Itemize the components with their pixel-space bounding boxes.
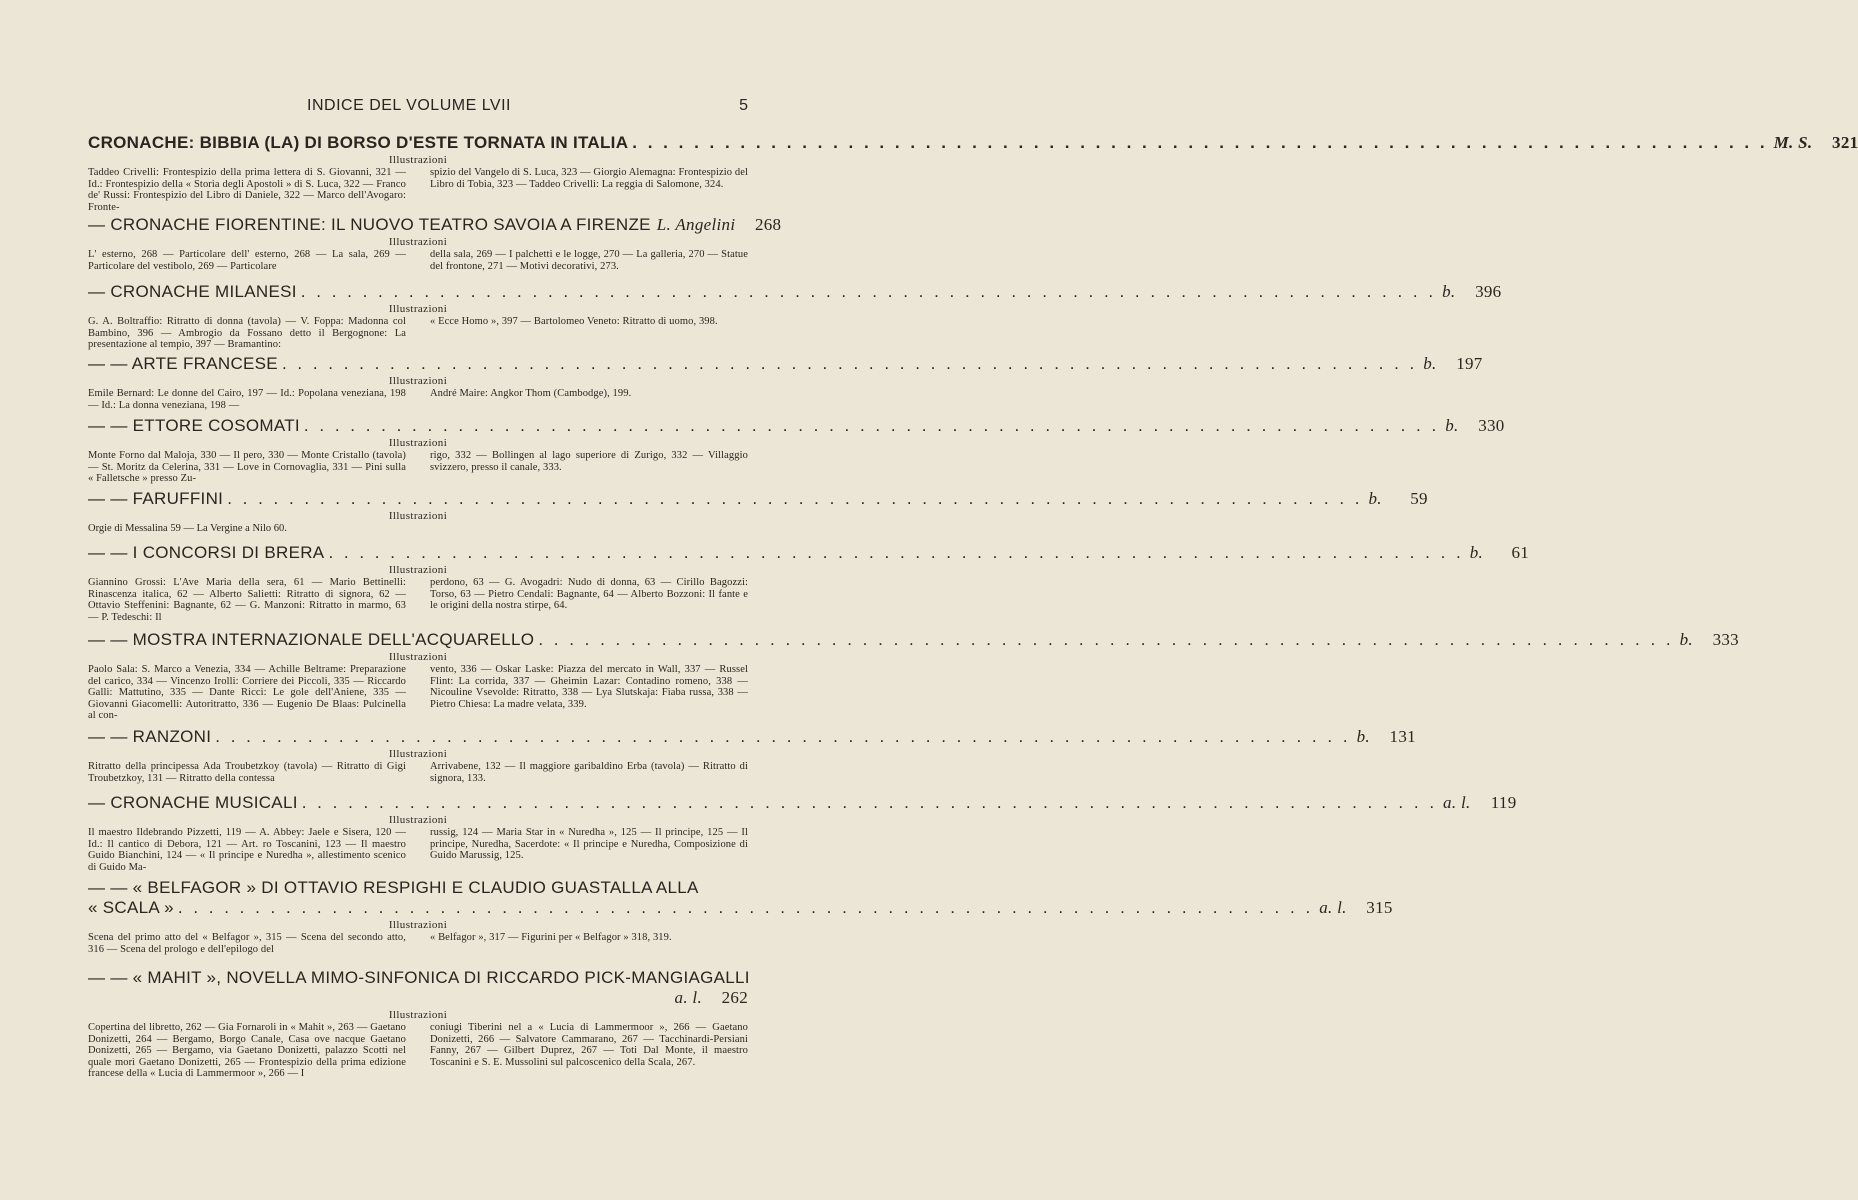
leader-dots — [223, 489, 1362, 509]
entry-page: 262 — [721, 988, 748, 1007]
illustrations-label: Illustrazioni — [388, 1009, 448, 1021]
entry-author: b. — [1445, 416, 1459, 435]
entry-heading — [88, 416, 1505, 436]
illustrations-columns — [88, 450, 748, 485]
entry-page: 330 — [1478, 416, 1505, 435]
illustrations-columns — [88, 388, 748, 411]
entry-title-continued: « SCALA » — [88, 898, 174, 917]
illustrations-left: Monte Forno dal Maloja, 330 — Il pero, 330 — Monte Cristallo (tavola) — St. Moritz da Celerina, 331 — Love in Cornovaglia, 331 — Pini sulla « Falletsche » presso Zu- — [88, 450, 406, 484]
illustrations-columns — [88, 761, 748, 784]
illustrations-label: Illustrazioni — [388, 564, 448, 576]
leader-dots — [324, 543, 1463, 563]
index-entry — [88, 878, 1393, 955]
illustrations-left: Ritratto della principessa Ada Troubetzkoy (tavola) — Ritratto di Gigi Troubetzkoy, 131 — Ritratto della contessa — [88, 761, 406, 784]
index-entry — [88, 416, 1505, 485]
entry-heading — [88, 133, 1858, 153]
illustrations-columns — [88, 664, 748, 722]
entry-page: 268 — [754, 215, 782, 234]
illustrations-right: « Belfagor », 317 — Figurini per « Belfagor » 318, 319. — [430, 932, 672, 943]
illustrations-columns — [88, 249, 748, 272]
index-entry — [88, 354, 1483, 411]
illustrations-right: russig, 124 — Maria Star in « Nuredha », 125 — Il principe, 125 — Il principe, Nuredha, Sacerdote: « Il principe e Nuredha, Composizione di Guido Marussig, 125. — [430, 827, 748, 861]
entry-title: — — RANZONI — [88, 727, 212, 746]
illustrations-label: Illustrazioni — [388, 154, 448, 166]
entry-heading — [88, 543, 1530, 563]
illustrations-right: perdono, 63 — G. Avogadri: Nudo di donna, 63 — Cirillo Bagozzi: Torso, 63 — Pietro Cendali: Bagnante, 64 — Alberto Bozzoni: Il fante e le origini della nostra stirpe, 64. — [430, 577, 748, 611]
illustrations-label: Illustrazioni — [388, 236, 448, 248]
entry-heading — [88, 354, 1483, 374]
index-entry — [88, 793, 1517, 873]
entry-page: 321 — [1832, 133, 1858, 152]
entry-page: 119 — [1490, 793, 1517, 812]
page-header — [0, 95, 818, 121]
entry-author: b. — [1423, 354, 1437, 373]
entry-title: — CRONACHE MILANESI — [88, 282, 297, 301]
entry-title: — — MOSTRA INTERNAZIONALE DELL'ACQUARELLO — [88, 630, 535, 649]
illustrations-label: Illustrazioni — [388, 375, 448, 387]
illustrations-left: G. A. Boltraffio: Ritratto di donna (tavola) — V. Foppa: Madonna col Bambino, 396 — Ambrogio da Fossano detto il Bergognone: La presentazione al tempio, 397 — Bramantino: — [88, 316, 406, 350]
illustrations-left: Giannino Grossi: L'Ave Maria della sera, 61 — Mario Bettinelli: Rinascenza italica, 62 — Alberto Salietti: Ritratto di signora, 62 — Ottavio Steffenini: Bagnante, 62 — G. Manzoni: Ritratto in marmo, 63 — P. Tedeschi: Il — [88, 577, 406, 623]
index-entry — [88, 282, 1502, 351]
illustrations-left: Scena del primo atto del « Belfagor », 315 — Scena del secondo atto, 316 — Scena del prologo e dell'epilogo del — [88, 932, 406, 955]
entry-author: a. l. — [1443, 793, 1471, 812]
entry-author: a. l. — [1319, 898, 1347, 917]
illustrations-right: « Ecce Homo », 397 — Bartolomeo Veneto: Ritratto di uomo, 398. — [430, 316, 718, 327]
entry-title: — — I CONCORSI DI BRERA — [88, 543, 325, 562]
leader-dots — [174, 898, 1313, 918]
illustrations-label: Illustrazioni — [388, 748, 448, 760]
index-entry — [88, 727, 1416, 784]
entry-heading — [88, 630, 1739, 650]
entry-heading — [88, 727, 1416, 747]
entry-page: 131 — [1389, 727, 1416, 746]
entry-heading — [88, 489, 1428, 509]
illustrations-label: Illustrazioni — [388, 651, 448, 663]
index-entry — [88, 489, 1428, 535]
entry-title: — — ARTE FRANCESE — [88, 354, 278, 373]
illustrations-right: vento, 336 — Oskar Laske: Piazza del mercato in Wall, 337 — Russel Flint: La corrida, 337 — Gheimin Lazar: Contadino romeno, 338 — Nicouline Vsevolde: Ritratto, 338 — Lya Slutskaja: Fiaba russa, 338 — Pietro Chiesa: La madre velata, 339. — [430, 664, 748, 710]
entry-heading — [88, 793, 1517, 813]
leader-dots — [298, 793, 1437, 813]
illustrations-right: coniugi Tiberini nel a « Lucia di Lammermoor », 266 — Gaetano Donizetti, 266 — Salvatore Cammarano, 267 — Tacchinardi-Persiani Fanny, 267 — Gilbert Duprez, 267 — Toti Dal Monte, il maestro Toscanini e S. E. Mussolini sul palcoscenico della Scala, 267. — [430, 1022, 748, 1068]
illustrations-right: della sala, 269 — I palchetti e le logge, 270 — La galleria, 270 — Statue del frontone, 271 — Motivi decorativi, 273. — [430, 249, 748, 272]
entry-author: L. Angelini — [656, 215, 736, 234]
leader-dots — [628, 133, 1767, 153]
entry-title: — CRONACHE MUSICALI — [88, 793, 298, 812]
illustrations-right: spizio del Vangelo di S. Luca, 323 — Giorgio Alemagna: Frontespizio del Libro di Tobia, 323 — Taddeo Crivelli: La reggia di Salomone, 324. — [430, 167, 748, 190]
entry-author: b. — [1469, 543, 1484, 562]
entry-heading — [88, 898, 1393, 918]
entry-title: — — ETTORE COSOMATI — [88, 416, 300, 435]
entry-heading — [88, 988, 748, 1008]
illustrations-right: André Maire: Angkor Thom (Cambodge), 199. — [430, 388, 632, 399]
illustrations-right: Arrivabene, 132 — Il maggiore garibaldino Erba (tavola) — Ritratto di signora, 133. — [430, 761, 748, 784]
illustrations-label: Illustrazioni — [388, 814, 448, 826]
illustrations-left: Taddeo Crivelli: Frontespizio della prima lettera di S. Giovanni, 321 — Id.: Frontespizio della « Storia degli Apostoli » di S. Luca, 322 — Franco de' Russi: Frontespizio del Libro di Daniele, 322 — Marco dell'Avogaro: Fronte- — [88, 167, 406, 213]
illustrations-left: Copertina del libretto, 262 — Gia Fornaroli in « Mahit », 263 — Gaetano Donizetti, 264 — Bergamo, Borgo Canale, Casa ove nacque Gaetano Donizetti, 265 — Bergamo, via Gaetano Donizetti, palazzo Scotti nel quale morì Gaetano Donizetti, 265 — Frontespizio della prima edizione francese della « Lucia di Lammermoor », 266 — I — [88, 1022, 406, 1079]
entry-author: b. — [1356, 727, 1370, 746]
leader-dots — [211, 727, 1350, 747]
entry-page: 197 — [1456, 354, 1483, 373]
entry-title: CRONACHE: BIBBIA (LA) DI BORSO D'ESTE TORNATA IN ITALIA — [88, 133, 629, 152]
entry-page: 315 — [1366, 898, 1393, 917]
illustrations-columns — [88, 167, 748, 213]
illustrations-label: Illustrazioni — [388, 437, 448, 449]
page-title: INDICE DEL VOLUME LVII — [307, 97, 511, 114]
index-entry — [88, 543, 1530, 623]
entry-author: M. S. — [1773, 133, 1813, 152]
leader-dots — [534, 630, 1673, 650]
entry-page: 59 — [1410, 489, 1428, 508]
entry-author: b. — [1679, 630, 1693, 649]
illustrations-columns — [88, 827, 748, 873]
entry-author: b. — [1442, 282, 1456, 301]
entry-title: — CRONACHE FIORENTINE: IL NUOVO TEATRO SAVOIA A FIRENZE — [88, 215, 651, 234]
page-number: 5 — [739, 97, 748, 114]
entry-author: b. — [1368, 489, 1382, 508]
index-entry — [88, 968, 748, 1080]
leader-dots — [300, 416, 1439, 436]
entry-heading — [88, 282, 1502, 302]
entry-page: 61 — [1511, 543, 1530, 562]
entry-title: — — FARUFFINI — [88, 489, 224, 508]
entry-heading — [88, 215, 782, 235]
illustrations-left: Il maestro Ildebrando Pizzetti, 119 — A. Abbey: Jaele e Sisera, 120 — Id.: Il cantico di Debora, 121 — Art. ro Toscanini, 123 — Il maestro Guido Bianchini, 124 — « Il principe e Nuredha », allestimento scenico di Guido Ma- — [88, 827, 406, 873]
illustrations-columns — [88, 316, 748, 351]
entry-page: 333 — [1712, 630, 1739, 649]
entry-page: 396 — [1475, 282, 1502, 301]
illustrations-columns — [88, 577, 748, 623]
index-entry — [88, 630, 1739, 722]
index-entry — [88, 133, 1858, 213]
illustrations-list: Orgie di Messalina 59 — La Vergine a Nilo 60. — [88, 523, 287, 534]
entry-title: — — « MAHIT », NOVELLA MIMO-SINFONICA DI RICCARDO PICK-MANGIAGALLI — [88, 968, 750, 987]
illustrations-left: Paolo Sala: S. Marco a Venezia, 334 — Achille Beltrame: Preparazione del carico, 334 — Vincenzo Irolli: Corriere dei Piccoli, 335 — Riccardo Galli: Mattutino, 335 — Dante Ricci: Le gole dell'Aniene, 335 — Giovanni Giacomelli: Autoritratto, 336 — Eugenio De Blaas: Pulcinella al con- — [88, 664, 406, 721]
illustrations-columns — [88, 1022, 748, 1080]
illustrations-left: L' esterno, 268 — Particolare dell' esterno, 268 — La sala, 269 — Particolare del vestibolo, 269 — Particolare — [88, 249, 406, 272]
entry-author: a. l. — [674, 988, 702, 1007]
illustrations-columns — [88, 932, 748, 955]
index-entry — [88, 215, 782, 272]
illustrations-label: Illustrazioni — [388, 303, 448, 315]
illustrations-label: Illustrazioni — [388, 919, 448, 931]
entry-title: — — « BELFAGOR » DI OTTAVIO RESPIGHI E CLAUDIO GUASTALLA ALLA — [88, 878, 699, 897]
illustrations-right: rigo, 332 — Bollingen al lago superiore di Zurigo, 332 — Villaggio svizzero, presso il canale, 333. — [430, 450, 748, 473]
illustrations-label: Illustrazioni — [388, 510, 448, 522]
illustrations-left: Emile Bernard: Le donne del Cairo, 197 — Id.: Popolana veneziana, 198 — Id.: La donna veneziana, 198 — — [88, 388, 406, 411]
leader-dots — [278, 354, 1417, 374]
leader-dots — [297, 282, 1436, 302]
